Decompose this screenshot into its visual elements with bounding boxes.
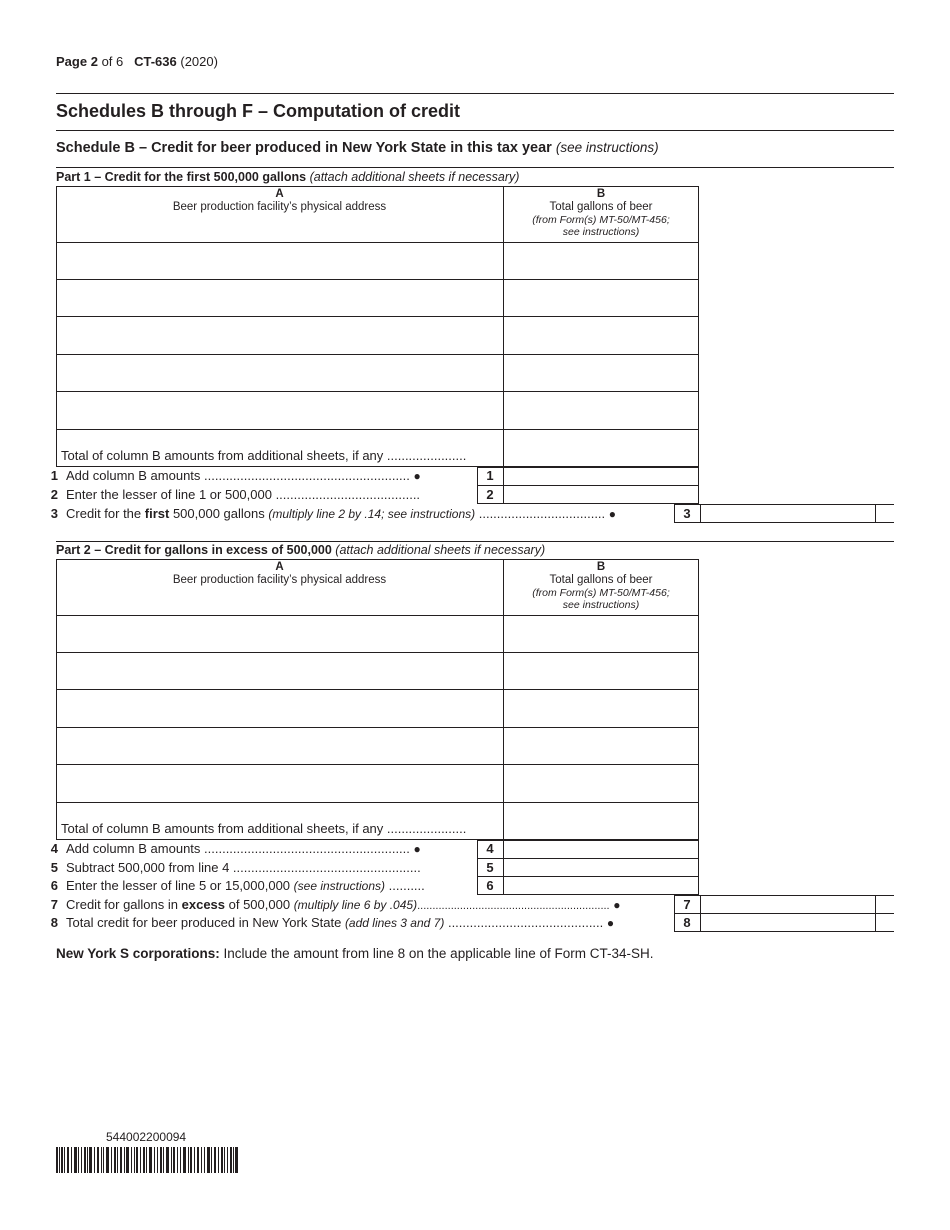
part1-head-rule bbox=[56, 242, 699, 243]
line2-text: Enter the lesser of line 1 or 500,000 ........................................ bbox=[66, 487, 421, 502]
part1-col-b-note2: see instructions) bbox=[562, 226, 640, 238]
schedule-b-note: (see instructions) bbox=[555, 140, 659, 155]
page-label: Page bbox=[56, 54, 88, 69]
s-corp-note bbox=[56, 946, 654, 961]
line6-amount-field[interactable] bbox=[477, 876, 699, 895]
cents-divider bbox=[875, 504, 876, 523]
part1-title: Part 1 – Credit for the first 500,000 gallons bbox=[56, 170, 307, 184]
line3-text-bold: first bbox=[144, 506, 170, 521]
line7-text-bold: excess bbox=[181, 897, 226, 912]
line2-number: 2 bbox=[50, 487, 58, 502]
line6-number: 6 bbox=[50, 878, 58, 893]
title-rule-bottom bbox=[56, 130, 894, 131]
cents-divider bbox=[875, 895, 876, 932]
line4-amount-field[interactable] bbox=[477, 840, 699, 859]
page-number: 2 bbox=[90, 54, 98, 69]
line2-box-label: 2 bbox=[486, 487, 494, 502]
page-header bbox=[56, 54, 218, 69]
schedule-b-heading bbox=[56, 140, 659, 156]
line7 bbox=[40, 897, 621, 912]
barcode-image bbox=[56, 1147, 238, 1173]
s-corp-note-bold: New York S corporations: bbox=[56, 946, 220, 961]
part2-col-b-note2: see instructions) bbox=[562, 599, 640, 611]
line8 bbox=[40, 915, 614, 930]
line4-bullet-icon: ● bbox=[413, 842, 421, 856]
line6-box-label: 6 bbox=[486, 878, 494, 893]
line4 bbox=[40, 841, 421, 856]
line3-text-italic: (multiply line 2 by .14; see instructions) bbox=[268, 507, 476, 521]
page-of: of 6 bbox=[101, 54, 124, 69]
line8-amount-field[interactable] bbox=[674, 913, 894, 932]
line7-bullet-icon: ● bbox=[613, 898, 621, 912]
line1-number: 1 bbox=[50, 468, 58, 483]
part1-col-b-letter: B bbox=[596, 188, 606, 200]
part1-row-rule bbox=[56, 279, 699, 280]
line1-amount-field[interactable] bbox=[477, 467, 699, 486]
part2-title: Part 2 – Credit for gallons in excess of 500,000 bbox=[56, 543, 332, 557]
line1-box-label: 1 bbox=[486, 468, 494, 483]
line8-dots: ........................................... bbox=[444, 915, 604, 930]
part2-heading bbox=[56, 543, 545, 557]
line3-text-pre: Credit for the bbox=[66, 506, 145, 521]
line1-text: Add column B amounts ......................................................... bbox=[66, 468, 410, 483]
part2-col-b-note1: (from Form(s) MT-50/MT-456; bbox=[532, 587, 670, 599]
part1-row-rule bbox=[56, 316, 699, 317]
line7-box-label: 7 bbox=[683, 897, 691, 912]
part2-col-a-header bbox=[56, 561, 503, 587]
part1-heading bbox=[56, 170, 519, 184]
line4-text: Add column B amounts ......................................................... bbox=[66, 841, 410, 856]
part1-col-b-label: Total gallons of beer bbox=[549, 201, 653, 213]
part2-row-rule bbox=[56, 764, 699, 765]
line7-amount-field[interactable] bbox=[674, 895, 894, 914]
line7-text-italic: (multiply line 6 by .045) bbox=[293, 898, 418, 912]
line3-dots: ................................... bbox=[475, 506, 606, 521]
barcode-number: 544002200094 bbox=[106, 1130, 187, 1144]
part1-note: (attach additional sheets if necessary) bbox=[309, 170, 520, 184]
part2-col-a-label: Beer production facility’s physical address bbox=[172, 574, 387, 586]
s-corp-note-text: Include the amount from line 8 on the applicable line of Form CT-34-SH. bbox=[219, 946, 654, 961]
line6 bbox=[40, 878, 425, 893]
form-number: CT-636 bbox=[134, 54, 177, 69]
line3-bullet-icon: ● bbox=[608, 507, 617, 521]
line-box-divider bbox=[700, 504, 701, 523]
part1-total-label: Total of column B amounts from additional sheets, if any ...................... bbox=[61, 448, 467, 463]
line5-box-label: 5 bbox=[486, 860, 494, 875]
part1-row-rule bbox=[56, 429, 699, 430]
title-rule-top bbox=[56, 93, 894, 94]
line6-text-pre: Enter the lesser of line 5 or 15,000,000 bbox=[66, 878, 294, 893]
line3 bbox=[40, 506, 616, 521]
line-box-divider bbox=[503, 840, 504, 895]
line5-number: 5 bbox=[50, 860, 58, 875]
line1 bbox=[40, 468, 421, 483]
part2-row-rule bbox=[56, 727, 699, 728]
part2-col-b-letter: B bbox=[596, 561, 606, 573]
part2-row-rule bbox=[56, 802, 699, 803]
form-year: (2020) bbox=[180, 54, 218, 69]
line7-dots: ............................................................... bbox=[417, 900, 610, 912]
line5-text: Subtract 500,000 from line 4 .................................................... bbox=[66, 860, 421, 875]
line5-amount-field[interactable] bbox=[477, 858, 699, 877]
part2-row-rule bbox=[56, 652, 699, 653]
part2-col-a-letter: A bbox=[275, 561, 284, 573]
part2-rule bbox=[56, 541, 894, 542]
line3-amount-field[interactable] bbox=[674, 504, 894, 523]
line3-box-label: 3 bbox=[683, 506, 691, 521]
part1-col-a-header bbox=[56, 188, 503, 214]
line4-box-label: 4 bbox=[486, 841, 494, 856]
line8-bullet-icon: ● bbox=[606, 916, 615, 930]
line3-text-post: 500,000 gallons bbox=[169, 506, 269, 521]
line3-number: 3 bbox=[50, 506, 58, 521]
line6-dots: .......... bbox=[385, 878, 425, 893]
line4-number: 4 bbox=[50, 841, 58, 856]
part1-row-rule bbox=[56, 354, 699, 355]
schedule-b-rule bbox=[56, 167, 894, 168]
line-box-divider bbox=[700, 895, 701, 932]
line2-amount-field[interactable] bbox=[477, 485, 699, 504]
line6-text-italic: (see instructions) bbox=[293, 879, 386, 893]
line7-text-pre: Credit for gallons in bbox=[66, 897, 182, 912]
part2-head-rule bbox=[56, 615, 699, 616]
line8-text-pre: Total credit for beer produced in New York State bbox=[66, 915, 345, 930]
part2-row-rule bbox=[56, 689, 699, 690]
line8-text-italic: (add lines 3 and 7) bbox=[344, 916, 445, 930]
line7-number: 7 bbox=[50, 897, 58, 912]
part2-col-b-label: Total gallons of beer bbox=[549, 574, 653, 586]
line8-box-label: 8 bbox=[683, 915, 691, 930]
part1-col-b-note1: (from Form(s) MT-50/MT-456; bbox=[532, 214, 670, 226]
part1-col-b-header bbox=[503, 188, 699, 238]
line2 bbox=[40, 487, 420, 502]
line7-text-post: of 500,000 bbox=[225, 897, 294, 912]
part1-col-a-letter: A bbox=[275, 188, 284, 200]
schedule-b-title: Schedule B – Credit for beer produced in New York State in this tax year bbox=[56, 140, 552, 156]
line5 bbox=[40, 860, 421, 875]
part2-note: (attach additional sheets if necessary) bbox=[335, 543, 546, 557]
line8-number: 8 bbox=[50, 915, 58, 930]
part2-col-b-header bbox=[503, 561, 699, 611]
part1-col-a-label: Beer production facility’s physical address bbox=[172, 201, 387, 213]
page-title: Schedules B through F – Computation of credit bbox=[56, 101, 461, 121]
line1-bullet-icon: ● bbox=[413, 469, 421, 483]
part1-row-rule bbox=[56, 391, 699, 392]
part2-total-label: Total of column B amounts from additional sheets, if any ...................... bbox=[61, 821, 467, 836]
